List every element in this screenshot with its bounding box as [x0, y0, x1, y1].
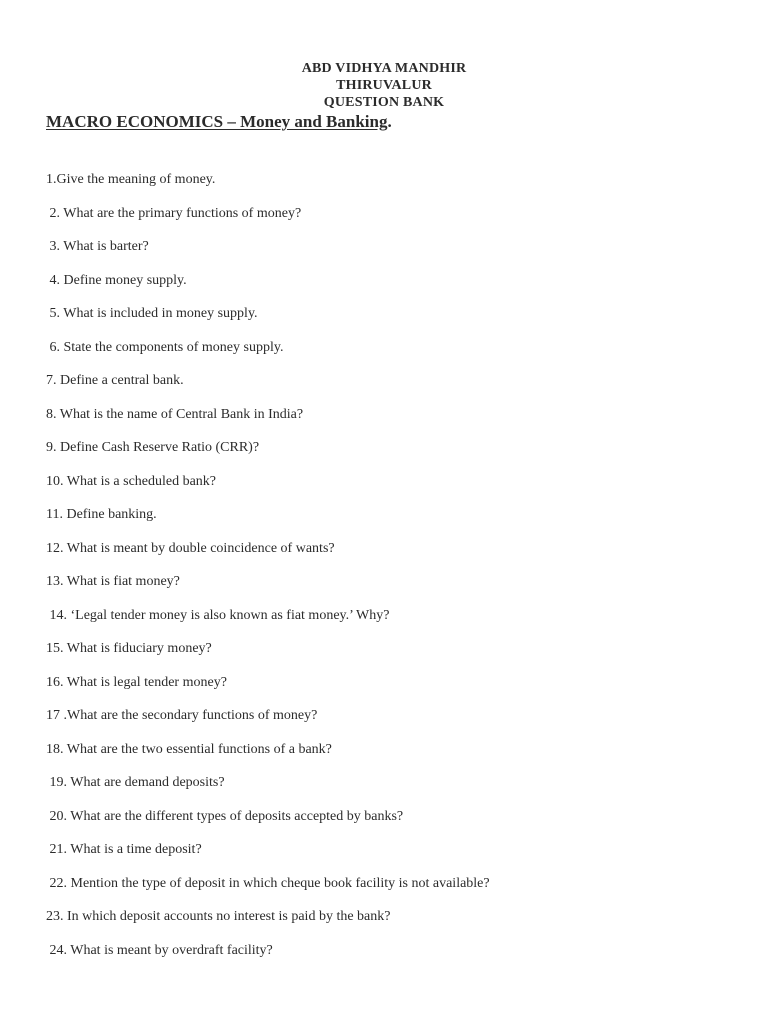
document-header — [0, 60, 768, 111]
document-type: QUESTION BANK — [323, 95, 445, 110]
question-item: 8. What is the name of Central Bank in India? — [46, 406, 304, 422]
question-item: 3. What is barter? — [46, 239, 149, 254]
school-location: THIRUVALUR — [336, 78, 432, 93]
question-item: 6. State the components of money supply. — [46, 339, 284, 355]
question-item: 24. What is meant by overdraft facility? — [46, 942, 273, 958]
question-item: 14. ‘Legal tender money is also known as fiat money.’ Why? — [46, 607, 390, 623]
question-item: 16. What is legal tender money? — [46, 674, 227, 690]
subject-heading — [46, 112, 392, 132]
question-item: 4. Define money supply. — [46, 272, 187, 288]
question-item: 23. In which deposit accounts no interest is paid by the bank? — [46, 909, 391, 924]
question-item: 1.Give the meaning of money. — [46, 172, 216, 187]
school-name: ABD VIDHYA MANDHIR — [301, 61, 467, 76]
question-item: 9. Define Cash Reserve Ratio (CRR)? — [46, 440, 260, 455]
question-item: 17 .What are the secondary functions of money? — [46, 708, 318, 723]
question-item: 7. Define a central bank. — [46, 373, 184, 388]
question-list — [46, 170, 726, 974]
question-item: 18. What are the two essential functions of a bank? — [46, 741, 332, 757]
question-item: 11. Define banking. — [46, 507, 157, 522]
question-item: 2. What are the primary functions of money? — [46, 205, 302, 221]
question-item: 19. What are demand deposits? — [46, 775, 225, 790]
subject-end-mark: . — [387, 112, 392, 131]
question-item: 21. What is a time deposit? — [46, 842, 202, 857]
question-item: 20. What are the different types of deposits accepted by banks? — [46, 808, 404, 824]
question-item: 5. What is included in money supply. — [46, 306, 258, 321]
question-item: 12. What is meant by double coincidence of wants? — [46, 540, 335, 556]
subject-title: MACRO ECONOMICS – Money and Banking — [46, 112, 388, 131]
question-item: 22. Mention the type of deposit in which cheque book facility is not available? — [46, 875, 490, 891]
question-item: 13. What is fiat money? — [46, 574, 180, 589]
question-item: 10. What is a scheduled bank? — [46, 473, 217, 489]
question-item: 15. What is fiduciary money? — [46, 641, 212, 656]
